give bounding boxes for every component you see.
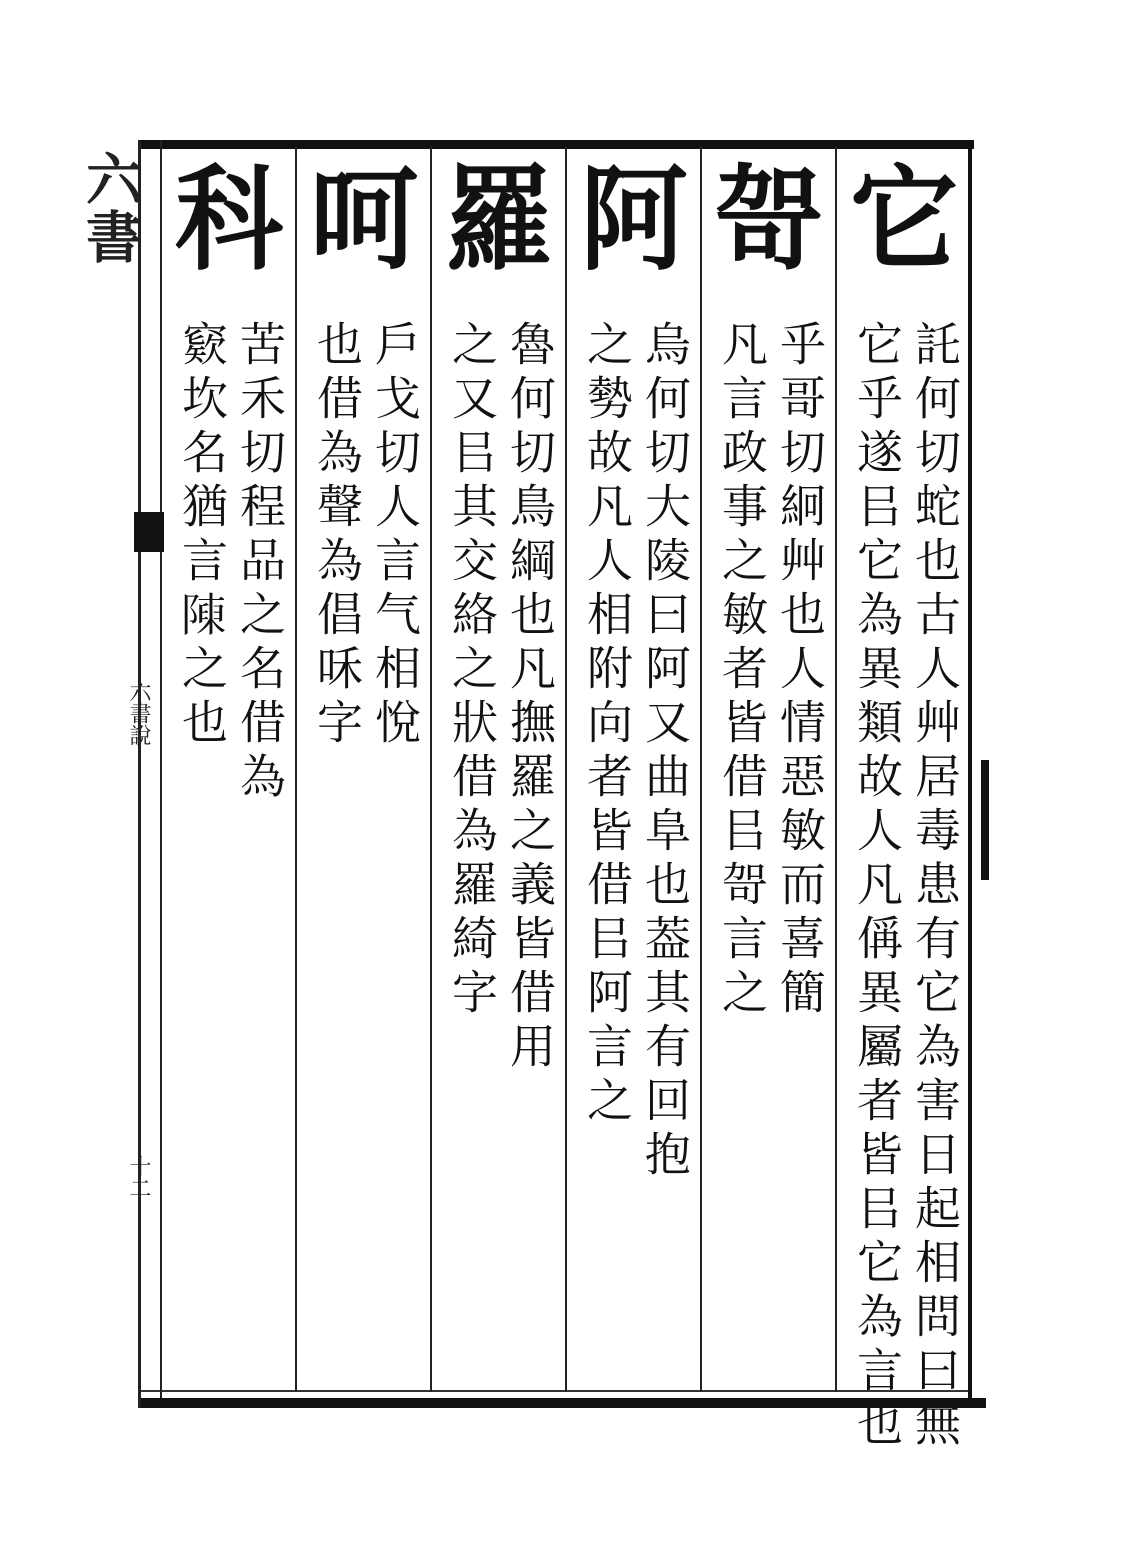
column-divider — [430, 146, 432, 1392]
seal-character: 哿 — [714, 153, 823, 287]
bottom-inner-rule — [138, 1390, 968, 1392]
top-border-rule — [138, 140, 974, 149]
seal-character: 羅 — [444, 153, 553, 287]
entry-line: 戶戈切人言气相悅 — [368, 320, 422, 752]
entry-line: 也借為聲為倡咊字 — [310, 320, 364, 752]
column-divider — [835, 146, 837, 1392]
entry-line: 之又㠯其交絡之狀借為羅綺字 — [445, 320, 499, 1022]
seal-character: 呵 — [309, 153, 418, 287]
entry-line: 烏何切大陵曰阿又曲阜也葢其有回抱 — [638, 320, 692, 1184]
entry-line: 苦禾切程品之名借為 — [233, 320, 287, 806]
entry-line: 凡言政事之敏者皆借㠯哿言之 — [715, 320, 769, 1022]
column-divider — [700, 146, 702, 1392]
entry-line: 之勢故凡人相附向者皆借㠯阿言之 — [580, 320, 634, 1130]
entry-line: 託何切蛇也古人艸居毒患有它為害日起相問曰無 — [908, 320, 962, 1454]
spine-title: 六書 — [77, 150, 143, 266]
entry-line: 它乎遂㠯它為異類故人凡偁異屬者皆㠯它為言也 — [850, 320, 904, 1454]
spine-page-number: 十二 — [126, 1155, 151, 1199]
spine-black-block — [134, 512, 164, 552]
spine-chapter: 六書說 — [126, 680, 151, 746]
seal-character: 阿 — [579, 153, 688, 287]
entry-line: 窽坎名猶言𨻰之也 — [175, 320, 229, 752]
edge-mark — [981, 760, 989, 880]
seal-character: 科 — [174, 153, 283, 287]
right-frame-line — [968, 140, 972, 1408]
seal-character: 它 — [849, 153, 958, 287]
column-divider — [565, 146, 567, 1392]
margin-rule — [160, 140, 162, 1398]
left-frame-line — [138, 140, 141, 1408]
entry-line: 魯何切鳥綱也凡撫羅之義皆借用 — [503, 320, 557, 1076]
entry-line: 乎哥切絅艸也人情惡敏而喜簡 — [773, 320, 827, 1022]
column-divider — [295, 146, 297, 1392]
